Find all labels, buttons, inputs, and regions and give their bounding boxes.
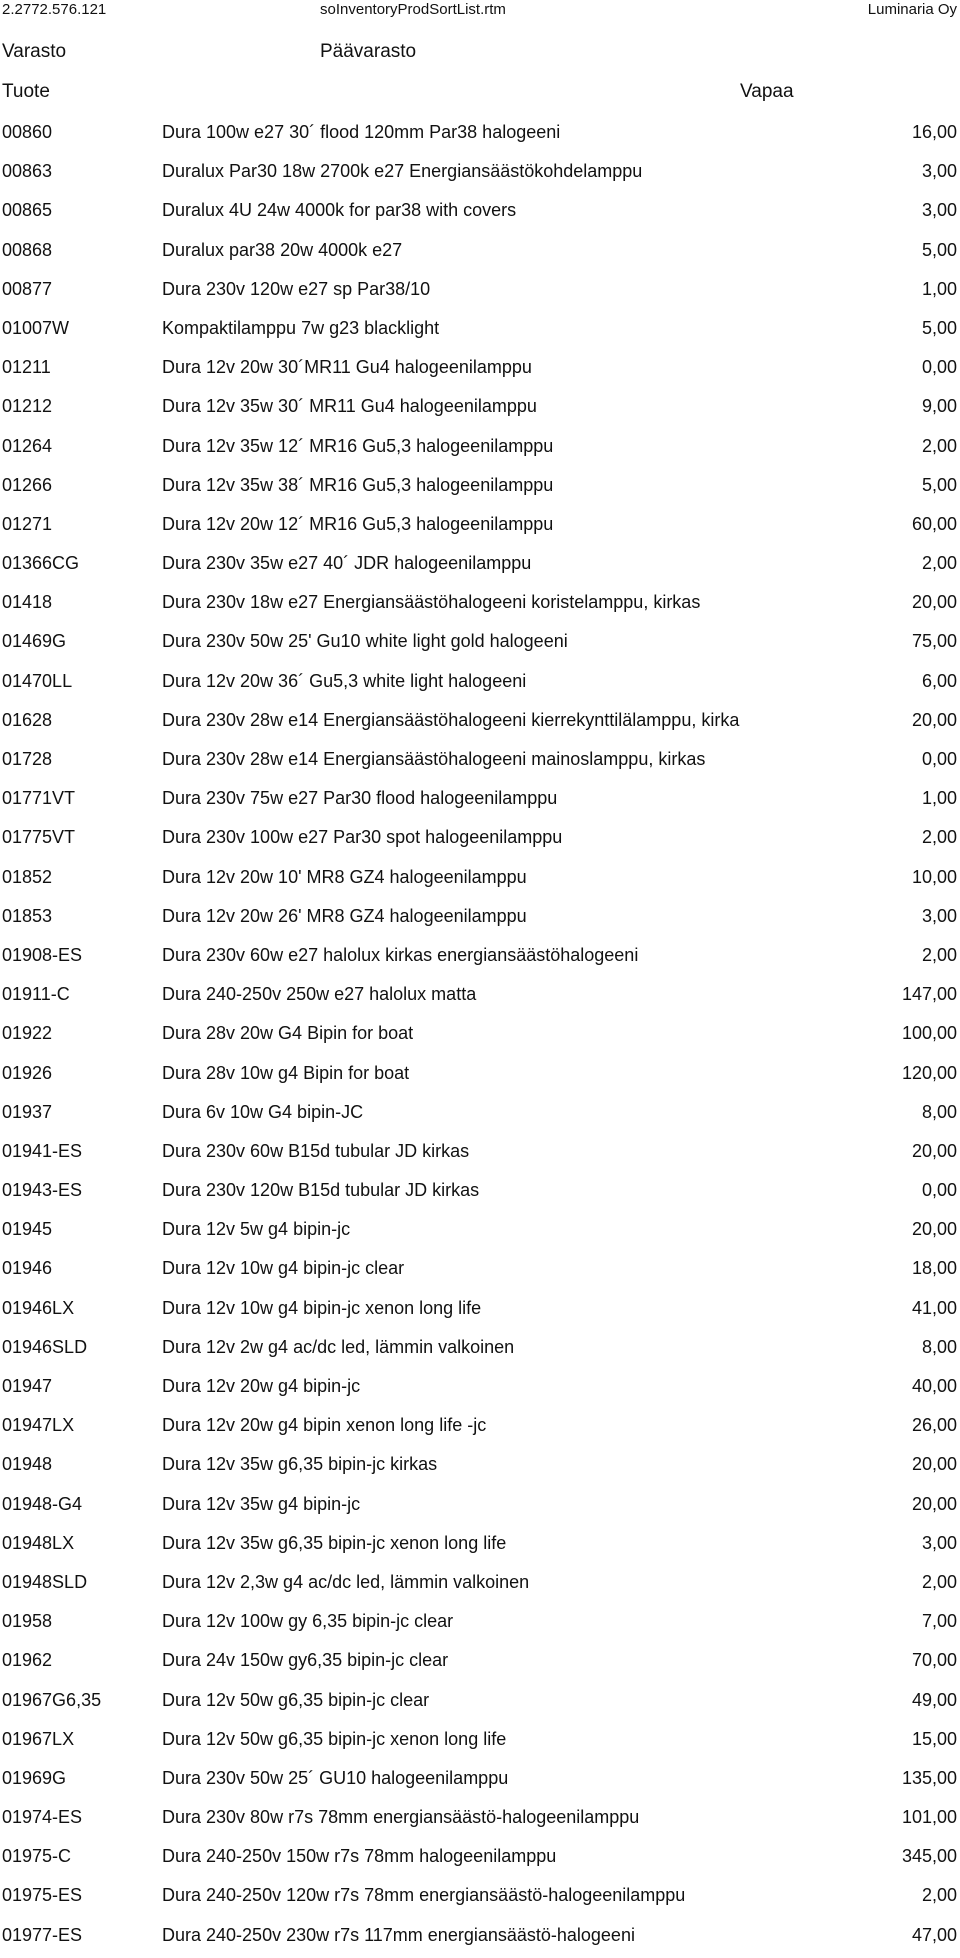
product-description: Dura 12v 5w g4 bipin-jc — [162, 1219, 351, 1240]
free-quantity: 345,00 — [901, 1846, 957, 1867]
free-quantity: 2,00 — [921, 1885, 957, 1906]
table-row — [0, 1488, 960, 1527]
product-code: 00877 — [2, 278, 53, 299]
free-quantity: 47,00 — [911, 1924, 957, 1945]
free-quantity: 135,00 — [901, 1767, 957, 1788]
column-header-free: Vapaa — [740, 81, 794, 102]
product-description: Dura 230v 80w r7s 78mm energiansäästö-halogeenilamppu — [162, 1807, 640, 1828]
free-quantity: 8,00 — [921, 1336, 957, 1357]
table-row — [0, 1213, 960, 1252]
product-code: 01007W — [2, 317, 70, 338]
table-row — [0, 1017, 960, 1056]
product-description: Duralux 4U 24w 4000k for par38 with covers — [162, 200, 517, 221]
free-quantity: 120,00 — [901, 1062, 957, 1083]
table-row — [0, 978, 960, 1017]
free-quantity: 0,00 — [921, 749, 957, 769]
product-description: Dura 24v 150w gy6,35 bipin-jc clear — [162, 1650, 449, 1671]
table-row — [0, 704, 960, 743]
free-quantity: 3,00 — [921, 905, 957, 926]
free-quantity: 6,00 — [921, 670, 957, 691]
free-quantity: 1,00 — [921, 278, 957, 299]
product-code: 01946LX — [2, 1297, 75, 1318]
product-code: 01908-ES — [2, 944, 83, 965]
product-code: 00863 — [2, 161, 53, 182]
table-header — [0, 78, 960, 104]
table-row — [0, 1096, 960, 1135]
product-code: 01948SLD — [2, 1571, 88, 1592]
product-description: Duralux Par30 18w 2700k e27 Energiansäästökohdelamppu — [162, 161, 643, 182]
product-code: 01945 — [2, 1219, 53, 1240]
table-row — [0, 1566, 960, 1605]
product-description: Dura 12v 100w gy 6,35 bipin-jc clear — [162, 1611, 454, 1632]
product-description: Dura 28v 20w G4 Bipin for boat — [162, 1023, 414, 1044]
free-quantity: 2,00 — [921, 553, 957, 574]
product-description: Dura 230v 18w e27 Energiansäästöhalogeeni koristelamppu, kirkas — [162, 592, 701, 613]
product-code: 00860 — [2, 122, 53, 142]
table-row — [0, 861, 960, 900]
product-description: Dura 12v 2,3w g4 ac/dc led, lämmin valkoinen — [162, 1571, 530, 1592]
free-quantity: 9,00 — [921, 396, 957, 417]
product-code: 01948-G4 — [2, 1493, 83, 1514]
table-row — [0, 1135, 960, 1174]
table-row — [0, 1644, 960, 1683]
product-code: 01946SLD — [2, 1336, 88, 1357]
table-row — [0, 1684, 960, 1723]
warehouse-label: Varasto — [2, 41, 67, 62]
free-quantity: 1,00 — [921, 788, 957, 809]
warehouse-row — [0, 38, 960, 64]
free-quantity: 70,00 — [911, 1650, 957, 1671]
product-description: Dura 12v 20w g4 bipin xenon long life -jc — [162, 1415, 487, 1436]
table-row — [0, 1840, 960, 1879]
table-row — [0, 939, 960, 978]
table-row — [0, 194, 960, 233]
free-quantity: 0,00 — [921, 1180, 957, 1201]
table-row — [0, 743, 960, 782]
product-code: 01852 — [2, 866, 53, 887]
free-quantity: 49,00 — [911, 1689, 957, 1710]
free-quantity: 20,00 — [911, 592, 957, 613]
product-description: Dura 230v 50w 25´ GU10 halogeenilamppu — [162, 1767, 509, 1788]
free-quantity: 75,00 — [911, 631, 957, 652]
product-description: Dura 12v 35w 38´ MR16 Gu5,3 halogeenilamppu — [162, 474, 554, 495]
product-code: 01926 — [2, 1062, 53, 1083]
free-quantity: 2,00 — [921, 827, 957, 848]
product-description: Dura 240-250v 250w e27 halolux matta — [162, 984, 477, 1005]
table-row — [0, 508, 960, 547]
product-code: 01947LX — [2, 1415, 75, 1436]
table-row — [0, 1057, 960, 1096]
free-quantity: 41,00 — [911, 1297, 957, 1318]
free-quantity: 147,00 — [901, 984, 957, 1005]
table-row — [0, 430, 960, 469]
product-code: 01937 — [2, 1101, 53, 1122]
product-code: 01947 — [2, 1376, 53, 1396]
product-code: 01470LL — [2, 670, 73, 691]
report-meta-header — [0, 0, 960, 20]
table-row — [0, 586, 960, 625]
product-code: 01212 — [2, 396, 53, 417]
table-row — [0, 1331, 960, 1370]
table-row — [0, 273, 960, 312]
table-row — [0, 665, 960, 704]
product-description: Duralux par38 20w 4000k e27 — [162, 239, 403, 260]
product-description: Dura 230v 28w e14 Energiansäästöhalogeeni kierrekynttilälamppu, kirka — [162, 709, 740, 730]
product-description: Dura 12v 35w 30´ MR11 Gu4 halogeenilamppu — [162, 396, 537, 417]
product-code: 01962 — [2, 1650, 53, 1671]
table-row — [0, 1723, 960, 1762]
table-row — [0, 1252, 960, 1291]
table-row — [0, 782, 960, 821]
free-quantity: 3,00 — [921, 1532, 957, 1553]
product-description: Dura 12v 35w g6,35 bipin-jc kirkas — [162, 1454, 438, 1475]
column-header-product: Tuote — [2, 81, 50, 102]
free-quantity: 8,00 — [921, 1101, 957, 1122]
free-quantity: 2,00 — [921, 435, 957, 456]
free-quantity: 0,00 — [921, 357, 957, 378]
table-row — [0, 1879, 960, 1918]
table-row — [0, 1409, 960, 1448]
table-row — [0, 1919, 960, 1958]
product-code: 01958 — [2, 1611, 53, 1632]
product-description: Dura 230v 120w e27 sp Par38/10 — [162, 278, 431, 299]
product-code: 01969G — [2, 1767, 67, 1788]
report-filename: soInventoryProdSortList.rtm — [320, 1, 506, 18]
product-description: Dura 230v 35w e27 40´ JDR halogeenilamppu — [162, 553, 532, 574]
product-description: Dura 230v 120w B15d tubular JD kirkas — [162, 1180, 480, 1201]
product-code: 01975-ES — [2, 1885, 83, 1906]
product-description: Dura 6v 10w G4 bipin-JC — [162, 1101, 364, 1122]
product-description: Dura 12v 35w g4 bipin-jc — [162, 1493, 361, 1514]
product-code: 01948LX — [2, 1532, 75, 1553]
product-code: 01943-ES — [2, 1180, 83, 1201]
product-description: Dura 12v 50w g6,35 bipin-jc clear — [162, 1689, 430, 1710]
product-code: 01366CG — [2, 553, 80, 574]
product-code: 01264 — [2, 435, 53, 456]
product-code: 01775VT — [2, 827, 76, 848]
product-description: Dura 12v 20w 12´ MR16 Gu5,3 halogeenilamppu — [162, 513, 554, 534]
product-code: 01922 — [2, 1023, 53, 1044]
free-quantity: 2,00 — [921, 944, 957, 965]
table-row — [0, 469, 960, 508]
free-quantity: 60,00 — [911, 513, 957, 534]
free-quantity: 5,00 — [921, 474, 957, 495]
product-description: Dura 12v 10w g4 bipin-jc clear — [162, 1258, 405, 1279]
product-description: Dura 240-250v 120w r7s 78mm energiansäästö-halogeenilamppu — [162, 1885, 686, 1906]
free-quantity: 3,00 — [921, 161, 957, 182]
table-row — [0, 351, 960, 390]
product-code: 01628 — [2, 709, 53, 730]
product-description: Dura 12v 20w 10' MR8 GZ4 halogeenilamppu — [162, 866, 527, 887]
product-code: 01418 — [2, 592, 53, 613]
product-description: Dura 12v 20w g4 bipin-jc — [162, 1376, 361, 1396]
free-quantity: 20,00 — [911, 709, 957, 730]
company-name: Luminaria Oy — [867, 1, 957, 18]
product-code: 01975-C — [2, 1846, 72, 1867]
table-row — [0, 625, 960, 664]
product-description: Dura 230v 28w e14 Energiansäästöhalogeeni mainoslamppu, kirkas — [162, 749, 706, 769]
inventory-table-body — [0, 116, 960, 1958]
product-code: 01728 — [2, 749, 53, 769]
product-code: 01977-ES — [2, 1924, 83, 1945]
product-code: 01911-C — [2, 984, 70, 1005]
product-description: Dura 240-250v 150w r7s 78mm halogeenilamppu — [162, 1846, 557, 1867]
table-row — [0, 1174, 960, 1213]
table-row — [0, 155, 960, 194]
table-row — [0, 390, 960, 429]
product-code: 01771VT — [2, 788, 76, 809]
product-description: Dura 230v 100w e27 Par30 spot halogeenilamppu — [162, 827, 563, 848]
free-quantity: 3,00 — [921, 200, 957, 221]
free-quantity: 20,00 — [911, 1493, 957, 1514]
free-quantity: 15,00 — [911, 1728, 957, 1749]
product-code: 01941-ES — [2, 1140, 83, 1161]
product-description: Kompaktilamppu 7w g23 blacklight — [162, 317, 440, 338]
table-row — [0, 821, 960, 860]
table-row — [0, 900, 960, 939]
free-quantity: 26,00 — [911, 1415, 957, 1436]
warehouse-value: Päävarasto — [320, 41, 417, 62]
free-quantity: 16,00 — [911, 122, 957, 142]
table-row — [0, 234, 960, 273]
product-code: 01266 — [2, 474, 53, 495]
product-code: 01853 — [2, 905, 53, 926]
product-description: Dura 12v 2w g4 ac/dc led, lämmin valkoinen — [162, 1336, 515, 1357]
table-row — [0, 547, 960, 586]
product-description: Dura 230v 60w e27 halolux kirkas energiansäästöhalogeeni — [162, 944, 639, 965]
free-quantity: 10,00 — [911, 866, 957, 887]
table-row — [0, 1448, 960, 1487]
free-quantity: 101,00 — [901, 1807, 957, 1828]
table-row — [0, 1801, 960, 1840]
table-row — [0, 116, 960, 155]
product-code: 00868 — [2, 239, 53, 260]
product-description: Dura 12v 20w 26' MR8 GZ4 halogeenilamppu — [162, 905, 527, 926]
product-code: 01948 — [2, 1454, 53, 1475]
table-row — [0, 1292, 960, 1331]
product-code: 01469G — [2, 631, 67, 652]
product-code: 01271 — [2, 513, 53, 534]
free-quantity: 5,00 — [921, 317, 957, 338]
product-description: Dura 12v 50w g6,35 bipin-jc xenon long life — [162, 1728, 507, 1749]
free-quantity: 7,00 — [921, 1611, 957, 1632]
product-description: Dura 12v 35w 12´ MR16 Gu5,3 halogeenilamppu — [162, 435, 554, 456]
product-description: Dura 12v 20w 30´MR11 Gu4 halogeenilamppu — [162, 357, 532, 378]
product-description: Dura 230v 60w B15d tubular JD kirkas — [162, 1140, 470, 1161]
free-quantity: 100,00 — [901, 1023, 957, 1044]
free-quantity: 20,00 — [911, 1454, 957, 1475]
product-description: Dura 12v 10w g4 bipin-jc xenon long life — [162, 1297, 482, 1318]
product-description: Dura 240-250v 230w r7s 117mm energiansäästö-halogeeni — [162, 1924, 635, 1945]
free-quantity: 5,00 — [921, 239, 957, 260]
free-quantity: 40,00 — [911, 1376, 957, 1396]
free-quantity: 2,00 — [921, 1571, 957, 1592]
product-code: 01967G6,35 — [2, 1689, 102, 1710]
product-description: Dura 28v 10w g4 Bipin for boat — [162, 1062, 410, 1083]
table-row — [0, 1370, 960, 1409]
table-row — [0, 1527, 960, 1566]
product-code: 00865 — [2, 200, 53, 221]
product-code: 01211 — [2, 357, 51, 378]
free-quantity: 20,00 — [911, 1219, 957, 1240]
product-code: 01974-ES — [2, 1807, 83, 1828]
report-version: 2.2772.576.121 — [2, 1, 107, 18]
product-description: Dura 12v 20w 36´ Gu5,3 white light halogeeni — [162, 670, 527, 691]
table-row — [0, 1762, 960, 1801]
product-description: Dura 230v 50w 25' Gu10 white light gold halogeeni — [162, 631, 568, 652]
product-code: 01946 — [2, 1258, 53, 1279]
table-row — [0, 1605, 960, 1644]
product-code: 01967LX — [2, 1728, 75, 1749]
product-description: Dura 12v 35w g6,35 bipin-jc xenon long life — [162, 1532, 507, 1553]
free-quantity: 18,00 — [911, 1258, 957, 1279]
free-quantity: 20,00 — [911, 1140, 957, 1161]
product-description: Dura 230v 75w e27 Par30 flood halogeenilamppu — [162, 788, 558, 809]
product-description: Dura 100w e27 30´ flood 120mm Par38 halogeeni — [162, 122, 561, 142]
table-row — [0, 312, 960, 351]
